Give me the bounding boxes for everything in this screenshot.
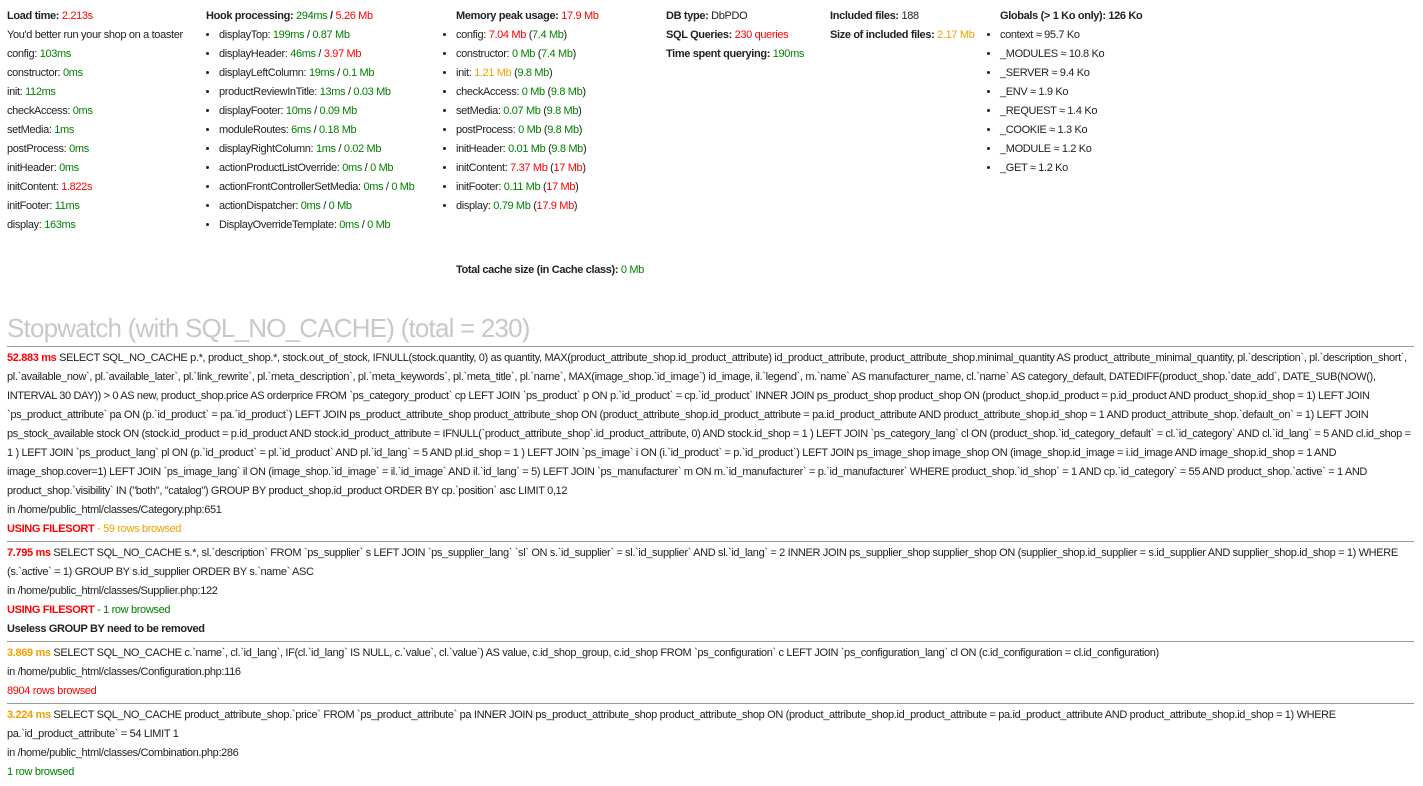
query-sql: SELECT SQL_NO_CACHE p.*, product_shop.*, stock.out_of_stock, IFNULL(stock.quantity, 0) as quantity, MAX(product_attribute_shop.id_product_attribute) id_product_attribute, product_attribute_shop.minimal_quantity AS product_attribute_minimal_quantity, pl.`description`, pl.`description_short`, pl.`available_now`, pl.`available_later`, pl.`link_rewrite`, pl.`meta_description`, pl.`meta_keywords`, pl.`meta_title`, pl.`name`, MAX(image_shop.`id_image`) id_image, il.`legend`, m.`name` AS manufacturer_name, cl.`name` AS category_default, DATEDIFF(product_shop.`date_add`, DATE_SUB(NOW(), INTERVAL 30 DAY)) > 0 AS new, product_shop.price AS orderprice FROM `ps_category_product` cp LEFT JOIN `ps_product` p ON p.`id_product` = cp.`id_product` INNER JOIN ps_product_shop product_shop ON (product_shop.id_product = p.id_product AND product_shop.id_shop = 1) LEFT JOIN `ps_product_attribute` pa ON (p.`id_product` = pa.`id_product`) LEFT JOIN ps_product_attribute_shop product_attribute_shop ON (product_attribute_shop.id_product_attribute = pa.id_product_attribute AND product_attribute_shop.id_shop = 1 AND product_attribute_shop.`default_on` = 1) LEFT JOIN ps_stock_available stock ON (stock.id_product = p.id_product AND stock.id_product_attribute = IFNULL(`product_attribute_shop`.id_product_attribute, 0) AND stock.id_shop = 1 ) LEFT JOIN `ps_category_lang` cl ON (product_shop.`id_category_default` = cl.`id_category` AND cl.`id_lang` = 5 AND cl.id_shop = 1 ) LEFT JOIN `ps_product_lang` pl ON (p.`id_product` = pl.`id_product` AND pl.`id_lang` = 5 AND pl.id_shop = 1 ) LEFT JOIN `ps_image` i ON (i.`id_product` = p.`id_product`) LEFT JOIN ps_image_shop image_shop ON (image_shop.id_image = i.id_image AND image_shop.id_shop = 1 AND image_shop.cover=1) LEFT JOIN `ps_image_lang` il ON (image_shop.`id_image` = il.`id_image` AND il.`id_lang` = 5) LEFT JOIN `ps_manufacturer` m ON m.`id_manufacturer` = p.`id_manufacturer` WHERE product_shop.`id_shop` = 1 AND cp.`id_category` = 55 AND product_shop.`active` = 1 AND product_shop.`visibility` IN ("both", "catalog") GROUP BY product_shop.id_product ORDER BY cp.`position` asc LIMIT 0,12 (7, 352, 1411, 497)
db-panel (666, 7, 804, 64)
hook-item: • displayRightColumn: 1ms / 0.02 Mb (219, 140, 414, 159)
global-item: • _COOKIE ≈ 1.3 Ko (1000, 121, 1142, 140)
memory-panel (443, 7, 599, 216)
hook-list (206, 26, 414, 235)
query-note-part: USING FILESORT (7, 523, 95, 535)
query-note-part: 8904 rows browsed (7, 685, 97, 697)
hook-time: 0ms (363, 181, 384, 193)
hook-mem: 0 Mb (391, 181, 415, 193)
memory-item: • constructor: 0 Mb (7.4 Mb) (456, 45, 599, 64)
memory-peak: 17.9 Mb (536, 200, 574, 212)
hook-time: 0ms (339, 219, 359, 231)
query-sql: SELECT SQL_NO_CACHE s.*, sl.`description` FROM `ps_supplier` s LEFT JOIN `ps_supplier_lang` `sl` ON s.`id_supplier` = sl.`id_supplier` AND sl.`id_lang` = 2 INNER JOIN ps_supplier_shop supplier_shop ON (supplier_shop.id_supplier = s.id_supplier AND supplier_shop.id_shop = 1) WHERE (s.`active` = 1) GROUP BY s.id_supplier ORDER BY s.`name` ASC (7, 547, 1398, 578)
memory-item: • postProcess: 0 Mb (9.8 Mb) (456, 121, 599, 140)
load-time-label: setMedia: (7, 124, 52, 136)
memory-item: • display: 0.79 Mb (17.9 Mb) (456, 197, 599, 216)
hook-item: • displayLeftColumn: 19ms / 0.1 Mb (219, 64, 414, 83)
query-list (7, 346, 1414, 784)
global-item: • _REQUEST ≈ 1.4 Ko (1000, 102, 1142, 121)
query-sql-line (7, 644, 1414, 663)
hook-mem: 0.09 Mb (319, 105, 357, 117)
load-time-value: 11ms (54, 200, 80, 212)
load-time-value: 0ms (62, 67, 83, 79)
query-note (7, 520, 1414, 539)
memory-delta: 0 Mb (518, 124, 542, 136)
hook-label: displayTop: (219, 29, 271, 41)
query-sql-line (7, 544, 1414, 582)
db-queries: SQL Queries: 230 queries (666, 29, 789, 41)
query-note (7, 682, 1414, 701)
db-time: Time spent querying: 190ms (666, 48, 805, 60)
memory-peak: 9.8 Mb (517, 67, 549, 79)
load-time-row (7, 178, 183, 197)
db-type: DB type: DbPDO (666, 10, 748, 22)
hook-time: 199ms (272, 29, 305, 41)
load-time-row (7, 83, 183, 102)
global-item: • _MODULE ≈ 1.2 Ko (1000, 140, 1142, 159)
memory-delta: 0.07 Mb (503, 105, 541, 117)
memory-delta: 7.04 Mb (488, 29, 526, 41)
query-entry (7, 346, 1414, 541)
global-item: • _ENV ≈ 1.9 Ko (1000, 83, 1142, 102)
query-file: in /home/public_html/classes/Configuration.php:116 (7, 666, 241, 678)
load-time-label: constructor: (7, 67, 61, 79)
memory-header: Memory peak usage: 17.9 Mb (456, 10, 599, 22)
hook-processing-panel (206, 7, 414, 235)
load-time-row (7, 216, 183, 235)
query-entry (7, 641, 1414, 703)
memory-delta: 0 Mb (511, 48, 536, 60)
query-sql-line (7, 349, 1414, 501)
global-item: • _SERVER ≈ 9.4 Ko (1000, 64, 1142, 83)
query-sql: SELECT SQL_NO_CACHE product_attribute_shop.`price` FROM `ps_product_attribute` pa INNER JOIN ps_product_attribute_shop product_attribute_shop ON (product_attribute_shop.id_product_attribute = pa.id_product_attribute AND product_attribute_shop.id_shop = 1) WHERE pa.`id_product_attribute` = 54 LIMIT 1 (7, 709, 1336, 740)
hook-item: • moduleRoutes: 6ms / 0.18 Mb (219, 121, 414, 140)
memory-label: checkAccess: (456, 86, 520, 98)
query-entry (7, 703, 1414, 784)
query-note-part: USING FILESORT (7, 604, 95, 616)
query-time: 3.869 ms (7, 647, 51, 659)
memory-item: • setMedia: 0.07 Mb (9.8 Mb) (456, 102, 599, 121)
load-time-value: 103ms (39, 48, 71, 60)
hook-total-mem: 5.26 Mb (335, 10, 373, 22)
hook-time: 0ms (300, 200, 321, 212)
memory-delta: 0.79 Mb (493, 200, 531, 212)
hook-time: 46ms (290, 48, 316, 60)
memory-item: • initContent: 7.37 Mb (17 Mb) (456, 159, 599, 178)
load-time-total: 2.213s (61, 10, 93, 22)
memory-label: initHeader: (456, 143, 506, 155)
load-time-row (7, 197, 183, 216)
hook-label: productReviewInTitle: (219, 86, 318, 98)
memory-peak: 7.4 Mb (541, 48, 573, 60)
included-files-size: Size of included files: 2.17 Mb (830, 29, 975, 41)
hook-mem: 0.1 Mb (342, 67, 375, 79)
hook-item: • displayTop: 199ms / 0.87 Mb (219, 26, 414, 45)
memory-peak: 9.8 Mb (551, 143, 583, 155)
globals-panel (987, 7, 1142, 178)
query-file: in /home/public_html/classes/Combination.php:286 (7, 747, 239, 759)
hook-item: • actionFrontControllerSetMedia: 0ms / 0 Mb (219, 178, 414, 197)
memory-item: • checkAccess: 0 Mb (9.8 Mb) (456, 83, 599, 102)
hook-time: 13ms (319, 86, 346, 98)
query-note-part: Useless GROUP BY need to be removed (7, 623, 205, 635)
memory-label: initFooter: (456, 181, 502, 193)
query-file: in /home/public_html/classes/Supplier.php:122 (7, 585, 218, 597)
hook-processing-header: Hook processing: 294ms / 5.26 Mb (206, 10, 373, 22)
load-time-label: initContent: (7, 181, 59, 193)
memory-peak: 17 Mb (546, 181, 576, 193)
hook-time: 10ms (285, 105, 312, 117)
hook-mem: 0 Mb (370, 162, 394, 174)
files-panel (830, 7, 974, 45)
hook-mem: 0.87 Mb (312, 29, 350, 41)
hook-label: DisplayOverrideTemplate: (219, 219, 337, 231)
stopwatch-title: Stopwatch (with SQL_NO_CACHE) (total = 230) (7, 313, 530, 343)
hook-label: actionProductListOverride: (219, 162, 340, 174)
memory-label: setMedia: (456, 105, 501, 117)
hook-time: 0ms (342, 162, 362, 174)
query-note-part: - 1 row browsed (94, 604, 171, 616)
memory-label: config: (456, 29, 486, 41)
included-files: Included files: 188 (830, 10, 919, 22)
memory-label: init: (456, 67, 472, 79)
load-time-row (7, 121, 183, 140)
load-time-label: initFooter: (7, 200, 53, 212)
query-time: 7.795 ms (7, 547, 51, 559)
hook-item: • actionDispatcher: 0ms / 0 Mb (219, 197, 414, 216)
query-entry (7, 541, 1414, 641)
load-time-value: 0ms (59, 162, 79, 174)
load-time-value: 112ms (25, 86, 56, 98)
globals-header: Globals (> 1 Ko only): 126 Ko (1000, 10, 1143, 22)
memory-delta: 1.21 Mb (474, 67, 512, 79)
query-note-part: 1 row browsed (7, 766, 74, 778)
hook-mem: 3.97 Mb (323, 48, 362, 60)
memory-label: display: (456, 200, 491, 212)
hook-label: displayHeader: (219, 48, 288, 60)
load-time-label: display: (7, 219, 42, 231)
globals-list (987, 26, 1142, 178)
memory-peak: 17 Mb (553, 162, 583, 174)
load-time-label: init: (7, 86, 23, 98)
query-note-part: - 59 rows browsed (94, 523, 182, 535)
load-time-row (7, 64, 183, 83)
hook-mem: 0.18 Mb (319, 124, 357, 136)
load-time-value: 1ms (54, 124, 74, 136)
hook-label: actionFrontControllerSetMedia: (219, 181, 361, 193)
memory-delta: 0.11 Mb (503, 181, 541, 193)
query-time: 52.883 ms (7, 352, 57, 364)
hook-item: • actionProductListOverride: 0ms / 0 Mb (219, 159, 414, 178)
hook-mem: 0.03 Mb (353, 86, 391, 98)
load-time-label: checkAccess: (7, 105, 71, 117)
hook-label: displayFooter: (219, 105, 284, 117)
hook-time: 1ms (315, 143, 336, 155)
memory-peak: 9.8 Mb (547, 124, 579, 136)
hook-label: displayRightColumn: (219, 143, 314, 155)
memory-item: • initFooter: 0.11 Mb (17 Mb) (456, 178, 599, 197)
hook-label: actionDispatcher: (219, 200, 299, 212)
load-time-value: 163ms (44, 219, 76, 231)
load-time-row (7, 102, 183, 121)
memory-delta: 0.01 Mb (508, 143, 546, 155)
cache-total: Total cache size (in Cache class): 0 Mb (456, 264, 644, 276)
hook-item: • DisplayOverrideTemplate: 0ms / 0 Mb (219, 216, 414, 235)
query-note (7, 601, 1414, 620)
memory-peak: 9.8 Mb (546, 105, 579, 117)
memory-delta: 0 Mb (521, 86, 545, 98)
query-file: in /home/public_html/classes/Category.php:651 (7, 504, 222, 516)
hook-label: moduleRoutes: (219, 124, 289, 136)
memory-label: constructor: (456, 48, 510, 60)
load-time-panel (7, 7, 183, 235)
load-time-row (7, 159, 183, 178)
hook-item: • displayFooter: 10ms / 0.09 Mb (219, 102, 414, 121)
load-time-label: postProcess: (7, 143, 67, 155)
load-time-comment: You'd better run your shop on a toaster (7, 29, 183, 41)
memory-item: • init: 1.21 Mb (9.8 Mb) (456, 64, 599, 83)
query-note (7, 620, 1414, 639)
load-time-rows (7, 45, 183, 235)
hook-time: 6ms (291, 124, 311, 136)
global-item: • _MODULES ≈ 10.8 Ko (1000, 45, 1142, 64)
memory-label: initContent: (456, 162, 508, 174)
load-time-value: 1.822s (61, 181, 93, 193)
load-time-value: 0ms (72, 105, 93, 117)
hook-item: • productReviewInTitle: 13ms / 0.03 Mb (219, 83, 414, 102)
memory-list (443, 26, 599, 216)
hook-mem: 0 Mb (328, 200, 352, 212)
hook-label: displayLeftColumn: (219, 67, 307, 79)
memory-peak: 7.4 Mb (532, 29, 564, 41)
memory-item: • initHeader: 0.01 Mb (9.8 Mb) (456, 140, 599, 159)
query-sql: SELECT SQL_NO_CACHE c.`name`, cl.`id_lang`, IF(cl.`id_lang` IS NULL, c.`value`, cl.`value`) AS value, c.id_shop_group, c.id_shop FROM `ps_configuration` c LEFT JOIN `ps_configuration_lang` cl ON (c.id_configuration = cl.id_configuration) (53, 647, 1159, 659)
load-time-label: initHeader: (7, 162, 57, 174)
load-time-row (7, 140, 183, 159)
hook-time: 19ms (308, 67, 335, 79)
load-time-header: Load time: 2.213s (7, 10, 93, 22)
load-time-label: config: (7, 48, 37, 60)
global-item: • context ≈ 95.7 Ko (1000, 26, 1142, 45)
global-item: • _GET ≈ 1.2 Ko (1000, 159, 1142, 178)
query-sql-line (7, 706, 1414, 744)
query-note (7, 763, 1414, 782)
hook-total-time: 294ms (296, 10, 328, 22)
memory-total: 17.9 Mb (561, 10, 599, 22)
memory-item: • config: 7.04 Mb (7.4 Mb) (456, 26, 599, 45)
hook-mem: 0.02 Mb (343, 143, 382, 155)
memory-delta: 7.37 Mb (510, 162, 548, 174)
memory-label: postProcess: (456, 124, 516, 136)
load-time-value: 0ms (69, 143, 89, 155)
hook-item: • displayHeader: 46ms / 3.97 Mb (219, 45, 414, 64)
hook-mem: 0 Mb (367, 219, 391, 231)
query-time: 3.224 ms (7, 709, 51, 721)
load-time-row (7, 45, 183, 64)
memory-peak: 9.8 Mb (550, 86, 583, 98)
